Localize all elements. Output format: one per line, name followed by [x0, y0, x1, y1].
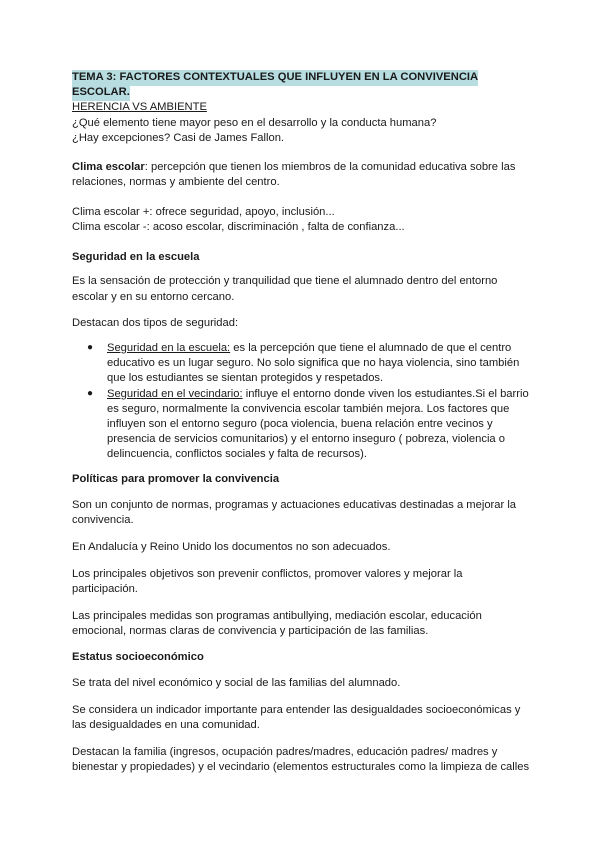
clima-term: Clima escolar [72, 161, 145, 173]
clima-def-1: : percepción que tienen los miembros de la comunidad educativa sobre las [144, 161, 516, 173]
bullet-2-line-2: es seguro, normalmente la convivencia escolar también mejora. Los factores que [107, 403, 510, 415]
subtitle: HERENCIA VS AMBIENTE [72, 101, 207, 113]
bullet-2-line-4: presencia de servicios comunitarios) y el entorno inseguro ( pobreza, violencia o [107, 433, 505, 445]
clima-negative: Clima escolar -: acoso escolar, discriminación , falta de confianza... [72, 221, 405, 233]
bullet-2-text: influye el entorno donde viven los estudiantes.Si el barrio [242, 388, 529, 400]
estatus-p2-line-2: las desigualdades en una comunidad. [72, 719, 260, 731]
clima-definition-line-2: relaciones, normas y ambiente del centro. [72, 176, 280, 188]
bullet-2-term: Seguridad en el vecindario: [107, 388, 243, 400]
title-line-1: TEMA 3: FACTORES CONTEXTUALES QUE INFLUYEN EN LA CONVIVENCIA [72, 70, 478, 86]
politicas-p4-line-1: Las principales medidas son programas antibullying, mediación escolar, educación [72, 610, 482, 622]
politicas-p4-line-2: emocional, normas claras de convivencia y participación de las familias. [72, 625, 429, 637]
seguridad-heading: Seguridad en la escuela [72, 251, 200, 263]
bullet-2-line-3: influyen son el entorno seguro (poca violencia, buena relación entre vecinos y [107, 418, 493, 430]
politicas-p3-line-2: participación. [72, 583, 138, 595]
bullet-1-line-2: educativo es un lugar seguro. No solo significa que no haya violencia, sino también [107, 357, 520, 369]
bullet-2-line-1 [107, 387, 529, 403]
politicas-p3-line-1: Los principales objetivos son prevenir conflictos, promover valores y mejorar la [72, 568, 463, 580]
bullet-1-line-1 [107, 341, 511, 357]
politicas-p1-line-2: convivencia. [72, 514, 134, 526]
question-2: ¿Hay excepciones? Casi de James Fallon. [72, 132, 285, 144]
estatus-p2-line-1: Se considera un indicador importante para entender las desigualdades socioeconómicas y [72, 704, 521, 716]
seguridad-p1-line-1: Es la sensación de protección y tranquilidad que tiene el alumnado dentro del entorno [72, 275, 498, 287]
estatus-p3-line-1: Destacan la familia (ingresos, ocupación padres/madres, educación padres/ madres y [72, 746, 498, 758]
seguridad-p2: Destacan dos tipos de seguridad: [72, 317, 239, 329]
question-1: ¿Qué elemento tiene mayor peso en el desarrollo y la conducta humana? [72, 117, 437, 129]
seguridad-p1-line-2: escolar y en su entorno cercano. [72, 291, 235, 303]
bullet-icon: ● [87, 388, 94, 399]
bullet-1-text: es la percepción que tiene el alumnado de que el centro [230, 342, 512, 354]
bullet-icon: ● [87, 342, 94, 353]
estatus-heading: Estatus socioeconómico [72, 651, 204, 663]
bullet-1-term: Seguridad en la escuela: [107, 342, 231, 354]
clima-positive: Clima escolar +: ofrece seguridad, apoyo, inclusión... [72, 206, 335, 218]
title-line-2: ESCOLAR. [72, 85, 130, 101]
bullet-2-line-5: delincuencia, conflictos sociales y falta de recursos). [107, 448, 367, 460]
politicas-p2: En Andalucía y Reino Unido los documentos no son adecuados. [72, 541, 391, 553]
clima-definition-line-1 [72, 160, 515, 176]
politicas-p1-line-1: Son un conjunto de normas, programas y actuaciones educativas destinadas a mejorar la [72, 499, 517, 511]
estatus-p1: Se trata del nivel económico y social de las familias del alumnado. [72, 677, 401, 689]
estatus-p3-line-2: bienestar y propiedades) y el vecindario (elementos estructurales como la limpieza de calles [72, 761, 530, 773]
bullet-1-line-3: que los estudiantes se sientan protegidos y respetados. [107, 372, 384, 384]
politicas-heading: Políticas para promover la convivencia [72, 473, 280, 485]
